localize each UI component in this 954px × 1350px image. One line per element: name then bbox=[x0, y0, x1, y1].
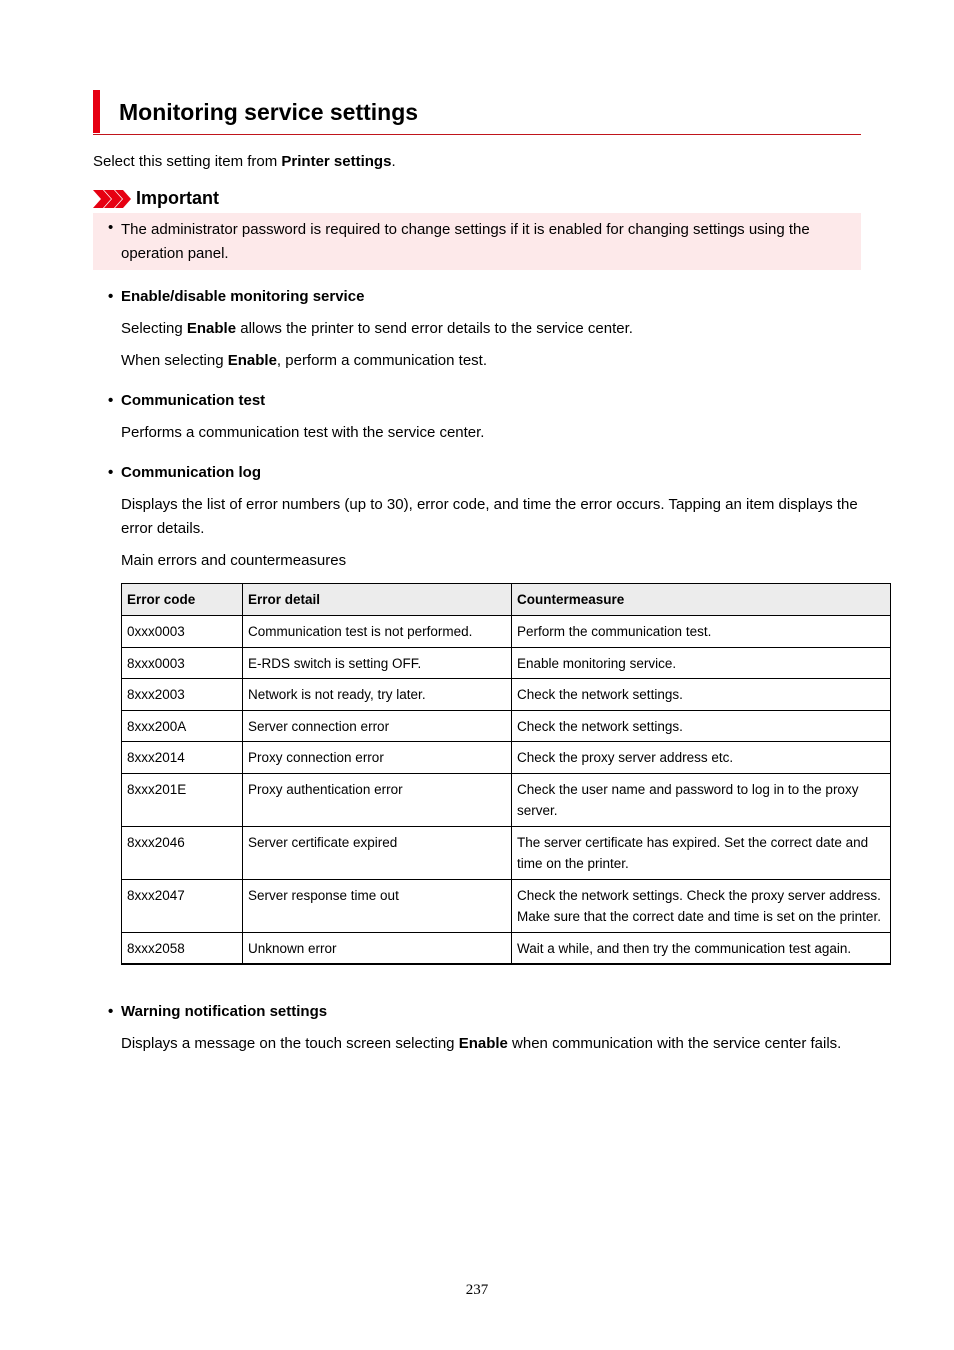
error-table bbox=[121, 583, 891, 965]
intro-bold: Printer settings bbox=[281, 153, 392, 170]
cell-error-detail: Proxy authentication error bbox=[243, 773, 512, 826]
cell-error-code: 0xxx0003 bbox=[122, 616, 243, 648]
cell-error-code: 8xxx201E bbox=[122, 773, 243, 826]
para-text: allows the printer to send error details to the service center. bbox=[236, 320, 633, 337]
page-number: 237 bbox=[465, 1282, 489, 1298]
item-paragraph bbox=[121, 349, 866, 373]
table-caption: Main errors and countermeasures bbox=[121, 552, 347, 569]
item-heading-text: Communication log bbox=[121, 464, 261, 481]
cell-error-code: 8xxx2003 bbox=[122, 679, 243, 711]
item-paragraph bbox=[121, 1032, 861, 1056]
cell-countermeasure: Perform the communication test. bbox=[512, 616, 891, 648]
item-heading-text: Communication test bbox=[121, 392, 266, 409]
table-row bbox=[122, 773, 891, 826]
cell-countermeasure: Wait a while, and then try the communication test again. bbox=[512, 932, 891, 964]
item-heading-monitoring-service bbox=[108, 288, 364, 305]
important-label: Important bbox=[136, 188, 219, 208]
item-paragraph: Displays the list of error numbers (up to 30), error code, and time the error occurs. Tapping an item displays the error details. bbox=[121, 496, 858, 537]
cell-error-detail: Network is not ready, try later. bbox=[243, 679, 512, 711]
cell-error-detail: Proxy connection error bbox=[243, 742, 512, 774]
table-row bbox=[122, 932, 891, 964]
item-paragraph bbox=[121, 317, 866, 341]
para-bold: Enable bbox=[458, 1035, 508, 1052]
table-row bbox=[122, 616, 891, 648]
page-title: Monitoring service settings bbox=[119, 99, 419, 125]
para-bold: Enable bbox=[227, 352, 277, 369]
cell-countermeasure: The server certificate has expired. Set the correct date and time on the printer. bbox=[512, 826, 891, 879]
header-countermeasure: Countermeasure bbox=[512, 584, 891, 616]
cell-error-code: 8xxx2047 bbox=[122, 879, 243, 932]
cell-countermeasure: Check the network settings. bbox=[512, 679, 891, 711]
intro-lead: Select this setting item from bbox=[93, 153, 282, 170]
cell-countermeasure: Check the user name and password to log in to the proxy server. bbox=[512, 773, 891, 826]
cell-countermeasure: Check the proxy server address etc. bbox=[512, 742, 891, 774]
item-heading-communication-log bbox=[108, 464, 261, 481]
cell-countermeasure: Enable monitoring service. bbox=[512, 647, 891, 679]
title-accent-bar bbox=[93, 90, 100, 133]
table-row bbox=[122, 710, 891, 742]
item-heading-warning-notification bbox=[108, 1003, 327, 1020]
bullet-icon: • bbox=[108, 392, 114, 409]
table-header-row bbox=[122, 584, 891, 616]
cell-error-detail: Unknown error bbox=[243, 932, 512, 964]
section-title-block bbox=[93, 90, 861, 135]
important-text: The administrator password is required to change settings if it is enabled for changing settings using the operation panel. bbox=[121, 221, 810, 262]
item-heading-text: Warning notification settings bbox=[121, 1003, 328, 1020]
important-box bbox=[93, 213, 861, 270]
bullet-icon: • bbox=[108, 1003, 114, 1020]
cell-error-detail: Server certificate expired bbox=[243, 826, 512, 879]
cell-countermeasure: Check the network settings. bbox=[512, 710, 891, 742]
table-row bbox=[122, 647, 891, 679]
bullet-icon: • bbox=[108, 219, 114, 236]
table-row bbox=[122, 826, 891, 879]
cell-error-code: 8xxx200A bbox=[122, 710, 243, 742]
table-row bbox=[122, 742, 891, 774]
header-error-detail: Error detail bbox=[243, 584, 512, 616]
para-text: Selecting bbox=[121, 320, 187, 337]
para-text: when communication with the service center fails. bbox=[507, 1035, 842, 1052]
intro-text bbox=[93, 153, 396, 170]
para-text: Displays a message on the touch screen selecting bbox=[121, 1035, 459, 1052]
important-chevrons-icon bbox=[93, 190, 131, 208]
bullet-icon: • bbox=[108, 464, 114, 481]
cell-countermeasure: Check the network settings. Check the proxy server address. Make sure that the correct date and time is set on the printer. bbox=[512, 879, 891, 932]
item-heading-text: Enable/disable monitoring service bbox=[121, 288, 365, 305]
cell-error-code: 8xxx2014 bbox=[122, 742, 243, 774]
item-paragraph: Performs a communication test with the service center. bbox=[121, 424, 485, 441]
para-text: , perform a communication test. bbox=[276, 352, 488, 369]
item-heading-communication-test bbox=[108, 392, 265, 409]
bullet-icon: • bbox=[108, 288, 114, 305]
cell-error-code: 8xxx2046 bbox=[122, 826, 243, 879]
intro-suffix: . bbox=[391, 153, 396, 170]
para-text: When selecting bbox=[121, 352, 228, 369]
cell-error-detail: Communication test is not performed. bbox=[243, 616, 512, 648]
table-row bbox=[122, 679, 891, 711]
header-error-code: Error code bbox=[122, 584, 243, 616]
cell-error-detail: E-RDS switch is setting OFF. bbox=[243, 647, 512, 679]
cell-error-code: 8xxx0003 bbox=[122, 647, 243, 679]
para-bold: Enable bbox=[186, 320, 237, 337]
cell-error-detail: Server response time out bbox=[243, 879, 512, 932]
table-row bbox=[122, 879, 891, 932]
cell-error-code: 8xxx2058 bbox=[122, 932, 243, 964]
cell-error-detail: Server connection error bbox=[243, 710, 512, 742]
